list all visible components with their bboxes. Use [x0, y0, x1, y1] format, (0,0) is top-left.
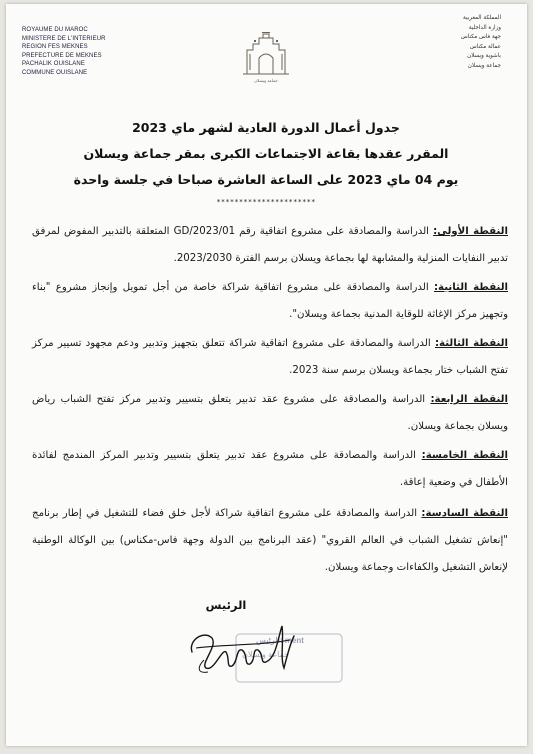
agenda-item-text: الدراسة والمصادقة على مشروع اتفاقية شراكة تتعلق بتجهيز وتدبير ودعم مجهود تسيير مركز تفتح الشباب ختار بجماعة ويسلان برسم سنة 2023. — [32, 338, 508, 376]
agenda-item-label: النقطة الأولى: — [433, 226, 508, 237]
agenda-item-text: الدراسة والمصادقة على مشروع عقد تدبير يتعلق بتسيير وتدبير المركز المندمج لفائدة الأطفال في وضعية إعاقة. — [32, 450, 508, 488]
header-left-line: REGION FES MEKNES — [22, 44, 88, 51]
stamp-line: جماعة ويسلان — [242, 650, 290, 659]
president-label: الرئيس — [205, 598, 247, 612]
header-left-line: ROYAUME DU MAROC — [22, 27, 88, 33]
agenda-date-line: يوم 04 ماي 2023 على الساعة العاشرة صباحا في جلسة واحدة — [73, 172, 459, 187]
agenda-item-label: النقطة السادسة: — [421, 508, 508, 519]
header-right-line: جهة فاس مكناس — [460, 34, 501, 41]
agenda-item — [32, 500, 508, 581]
agenda-subtitle: المقرر عقدها بقاعة الاجتماعات الكبرى بمقر جماعة ويسلان — [83, 146, 449, 161]
agenda-item-label: النقطة الثانية: — [433, 282, 509, 293]
logo-caption: جماعة ويسلان — [254, 78, 278, 83]
agenda-item — [32, 274, 508, 328]
header-right-line: باشوية ويسلان — [467, 53, 501, 60]
header-left-block — [22, 26, 172, 78]
header-left-line: MINISTERE DE L'INTERIEUR — [22, 35, 106, 42]
commune-logo — [237, 30, 295, 82]
header-left-line: COMMUNE OUISLANE — [22, 69, 88, 76]
handwritten-signature — [186, 618, 336, 682]
header-right-line: وزارة الداخلية — [468, 24, 501, 31]
agenda-item-text: الدراسة والمصادقة على مشروع اتفاقية شراكة لأجل خلق فضاء للتشغيل في إطار برنامج "إنعاش تشغيل الشباب في العالم القروي" (عقد البرنامج بين الدولة وجهة فاس-مكناس) بين الوكالة الوطنية لإنعاش التشغيل والكفاءات وجماعة ويسلان. — [32, 508, 508, 573]
agenda-item — [32, 330, 508, 384]
header-left-line: PREFECTURE DE MEKNES — [22, 52, 102, 59]
agenda-item-text: الدراسة والمصادقة على مشروع اتفاقية رقم GD/2023/01 المتعلقة بالتدبير المفوض لمرفق تدبير النفايات المنزلية والمشابهة لها بجماعة ويسلان برسم الفترة 2023/2030. — [32, 226, 508, 264]
agenda-item — [32, 386, 508, 440]
header-right-line: عمالة مكناس — [469, 43, 501, 50]
agenda-item-label: النقطة الثالثة: — [434, 338, 508, 349]
document-page — [6, 4, 527, 746]
header-right-line: جماعة ويسلان — [467, 62, 501, 69]
agenda-item-label: النقطة الرابعة: — [430, 394, 508, 405]
header-right-block — [391, 14, 501, 72]
agenda-item-label: النقطة الخامسة: — [421, 450, 508, 461]
agenda-item — [32, 218, 508, 272]
agenda-title: جدول أعمال الدورة العادية لشهر ماي 2023 — [132, 120, 400, 135]
header-left-line: PACHALIK OUISLANE — [22, 61, 85, 68]
header-right-line: المملكة المغربية — [463, 15, 501, 21]
agenda-item-text: الدراسة والمصادقة على مشروع عقد تدبير يتعلق بتسيير وتدبير مركز تفتح الشباب رياض ويسلان بجماعة ويسلان. — [32, 394, 508, 432]
stars-separator: ********************** — [216, 198, 316, 206]
agenda-item-text: الدراسة والمصادقة على مشروع اتفاقية شراكة خاصة من أجل تمويل وإنجاز مشروع "بناء وتجهيز مركز الإغاثة للوقاية المدنية بجماعة ويسلان". — [32, 282, 508, 320]
agenda-item — [32, 442, 508, 496]
stamp-line: الرئيس: ment — [256, 636, 304, 645]
